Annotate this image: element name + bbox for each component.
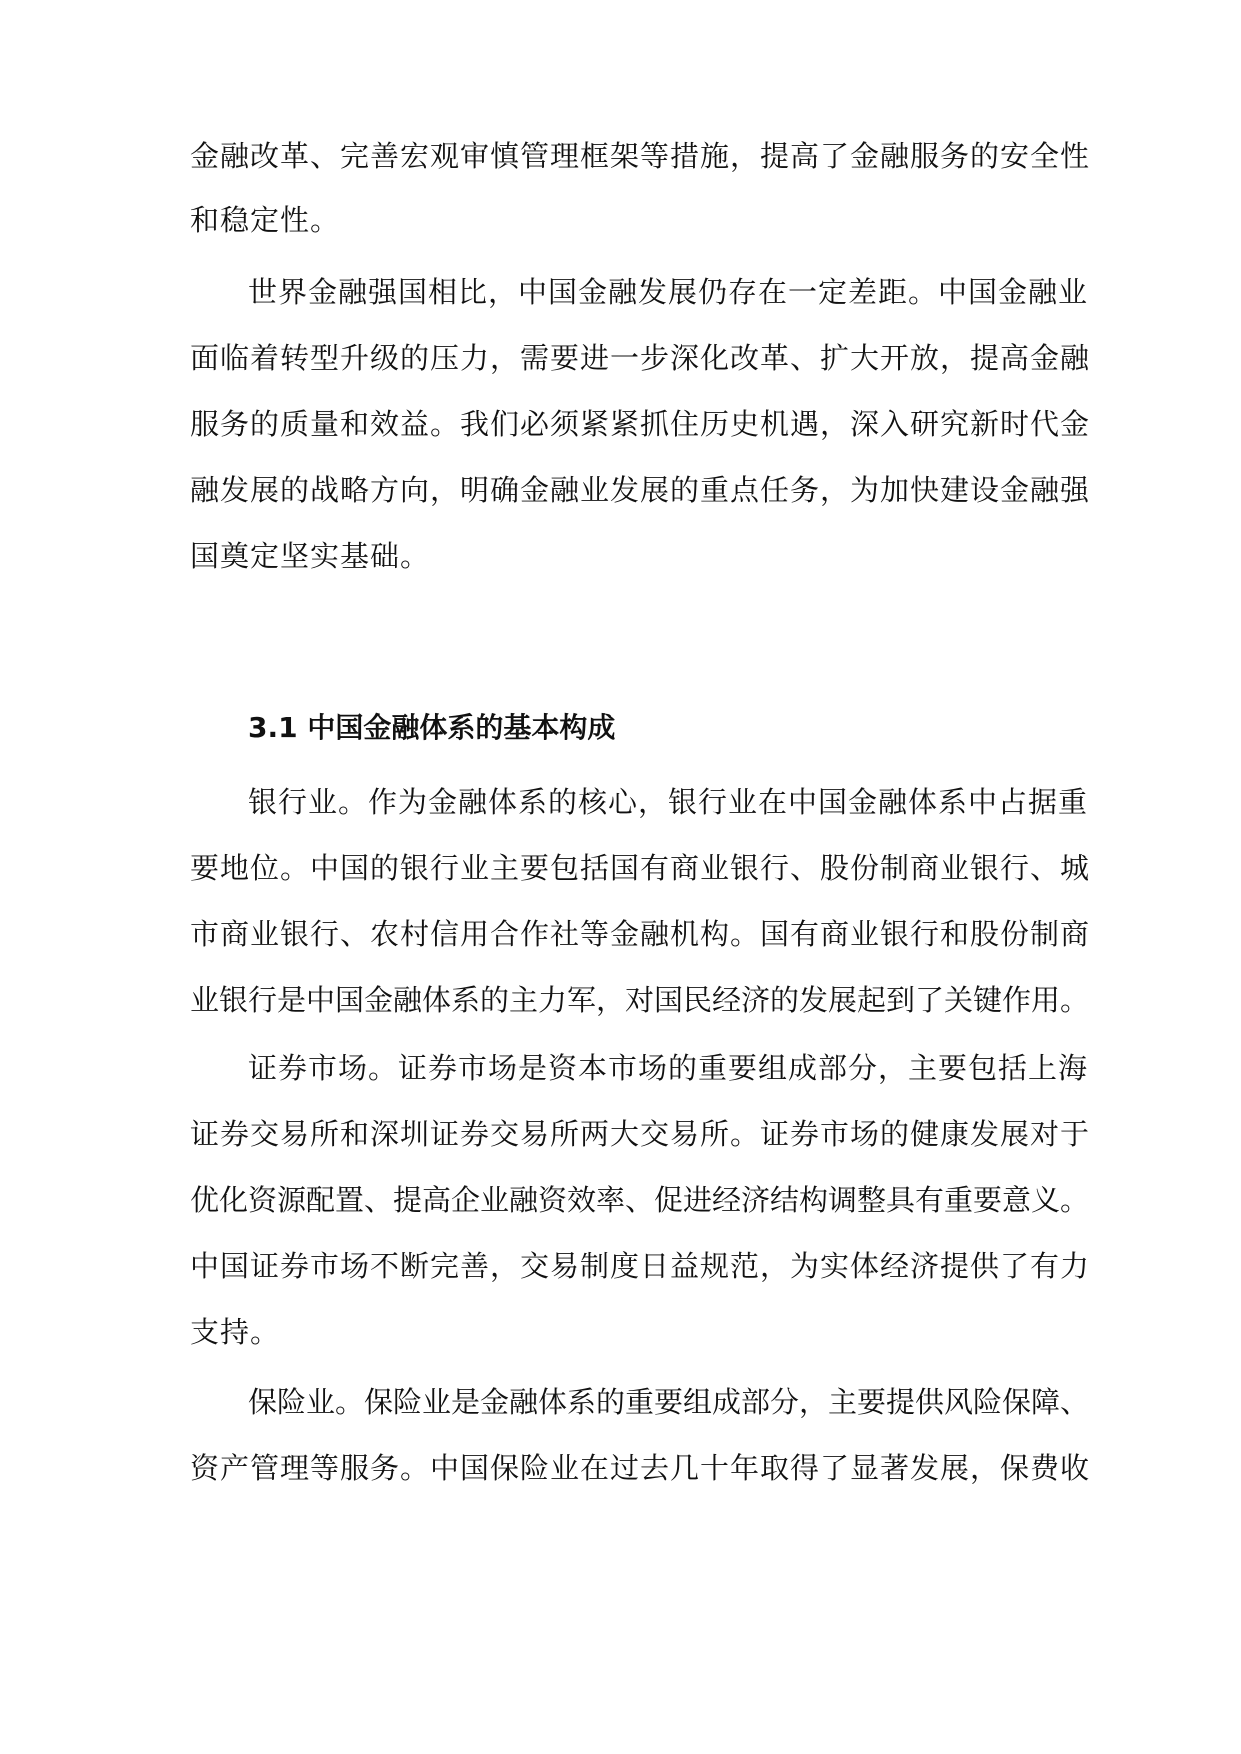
paragraph-line: 和稳定性。: [190, 203, 341, 237]
paragraph-line: 资产管理等服务。中国保险业在过去几十年取得了显著发展，保费收: [190, 1451, 1091, 1485]
paragraph-line: 世界金融强国相比，中国金融发展仍存在一定差距。中国金融业: [248, 275, 1089, 309]
paragraph-line: 优化资源配置、提高企业融资效率、促进经济结构调整具有重要意义。: [190, 1183, 1090, 1217]
paragraph-line: 要地位。中国的银行业主要包括国有商业银行、股份制商业银行、城: [190, 851, 1091, 885]
paragraph-line: 国奠定坚实基础。: [190, 539, 431, 573]
paragraph-line: 融发展的战略方向，明确金融业发展的重点任务，为加快建设金融强: [190, 473, 1091, 507]
paragraph-line: 保险业。保险业是金融体系的重要组成部分，主要提供风险保障、: [248, 1385, 1090, 1419]
paragraph-line: 银行业。作为金融体系的核心，银行业在中国金融体系中占据重: [248, 785, 1089, 819]
paragraph-line: 市商业银行、农村信用合作社等金融机构。国有商业银行和股份制商: [190, 917, 1091, 951]
section-heading: 3.1 中国金融体系的基本构成: [248, 711, 616, 744]
paragraph-line: 中国证券市场不断完善，交易制度日益规范，为实体经济提供了有力: [190, 1249, 1091, 1283]
paragraph-line: 业银行是中国金融体系的主力军，对国民经济的发展起到了关键作用。: [190, 983, 1090, 1017]
paragraph-line: 支持。: [190, 1315, 281, 1349]
paragraph-line: 证券市场。证券市场是资本市场的重要组成部分，主要包括上海: [248, 1051, 1089, 1085]
paragraph-line: 服务的质量和效益。我们必须紧紧抓住历史机遇，深入研究新时代金: [190, 407, 1091, 441]
paragraph-line: 证券交易所和深圳证券交易所两大交易所。证券市场的健康发展对于: [190, 1117, 1091, 1151]
paragraph-line: 金融改革、完善宏观审慎管理框架等措施，提高了金融服务的安全性: [190, 139, 1091, 173]
paragraph-line: 面临着转型升级的压力，需要进一步深化改革、扩大开放，提高金融: [190, 341, 1091, 375]
